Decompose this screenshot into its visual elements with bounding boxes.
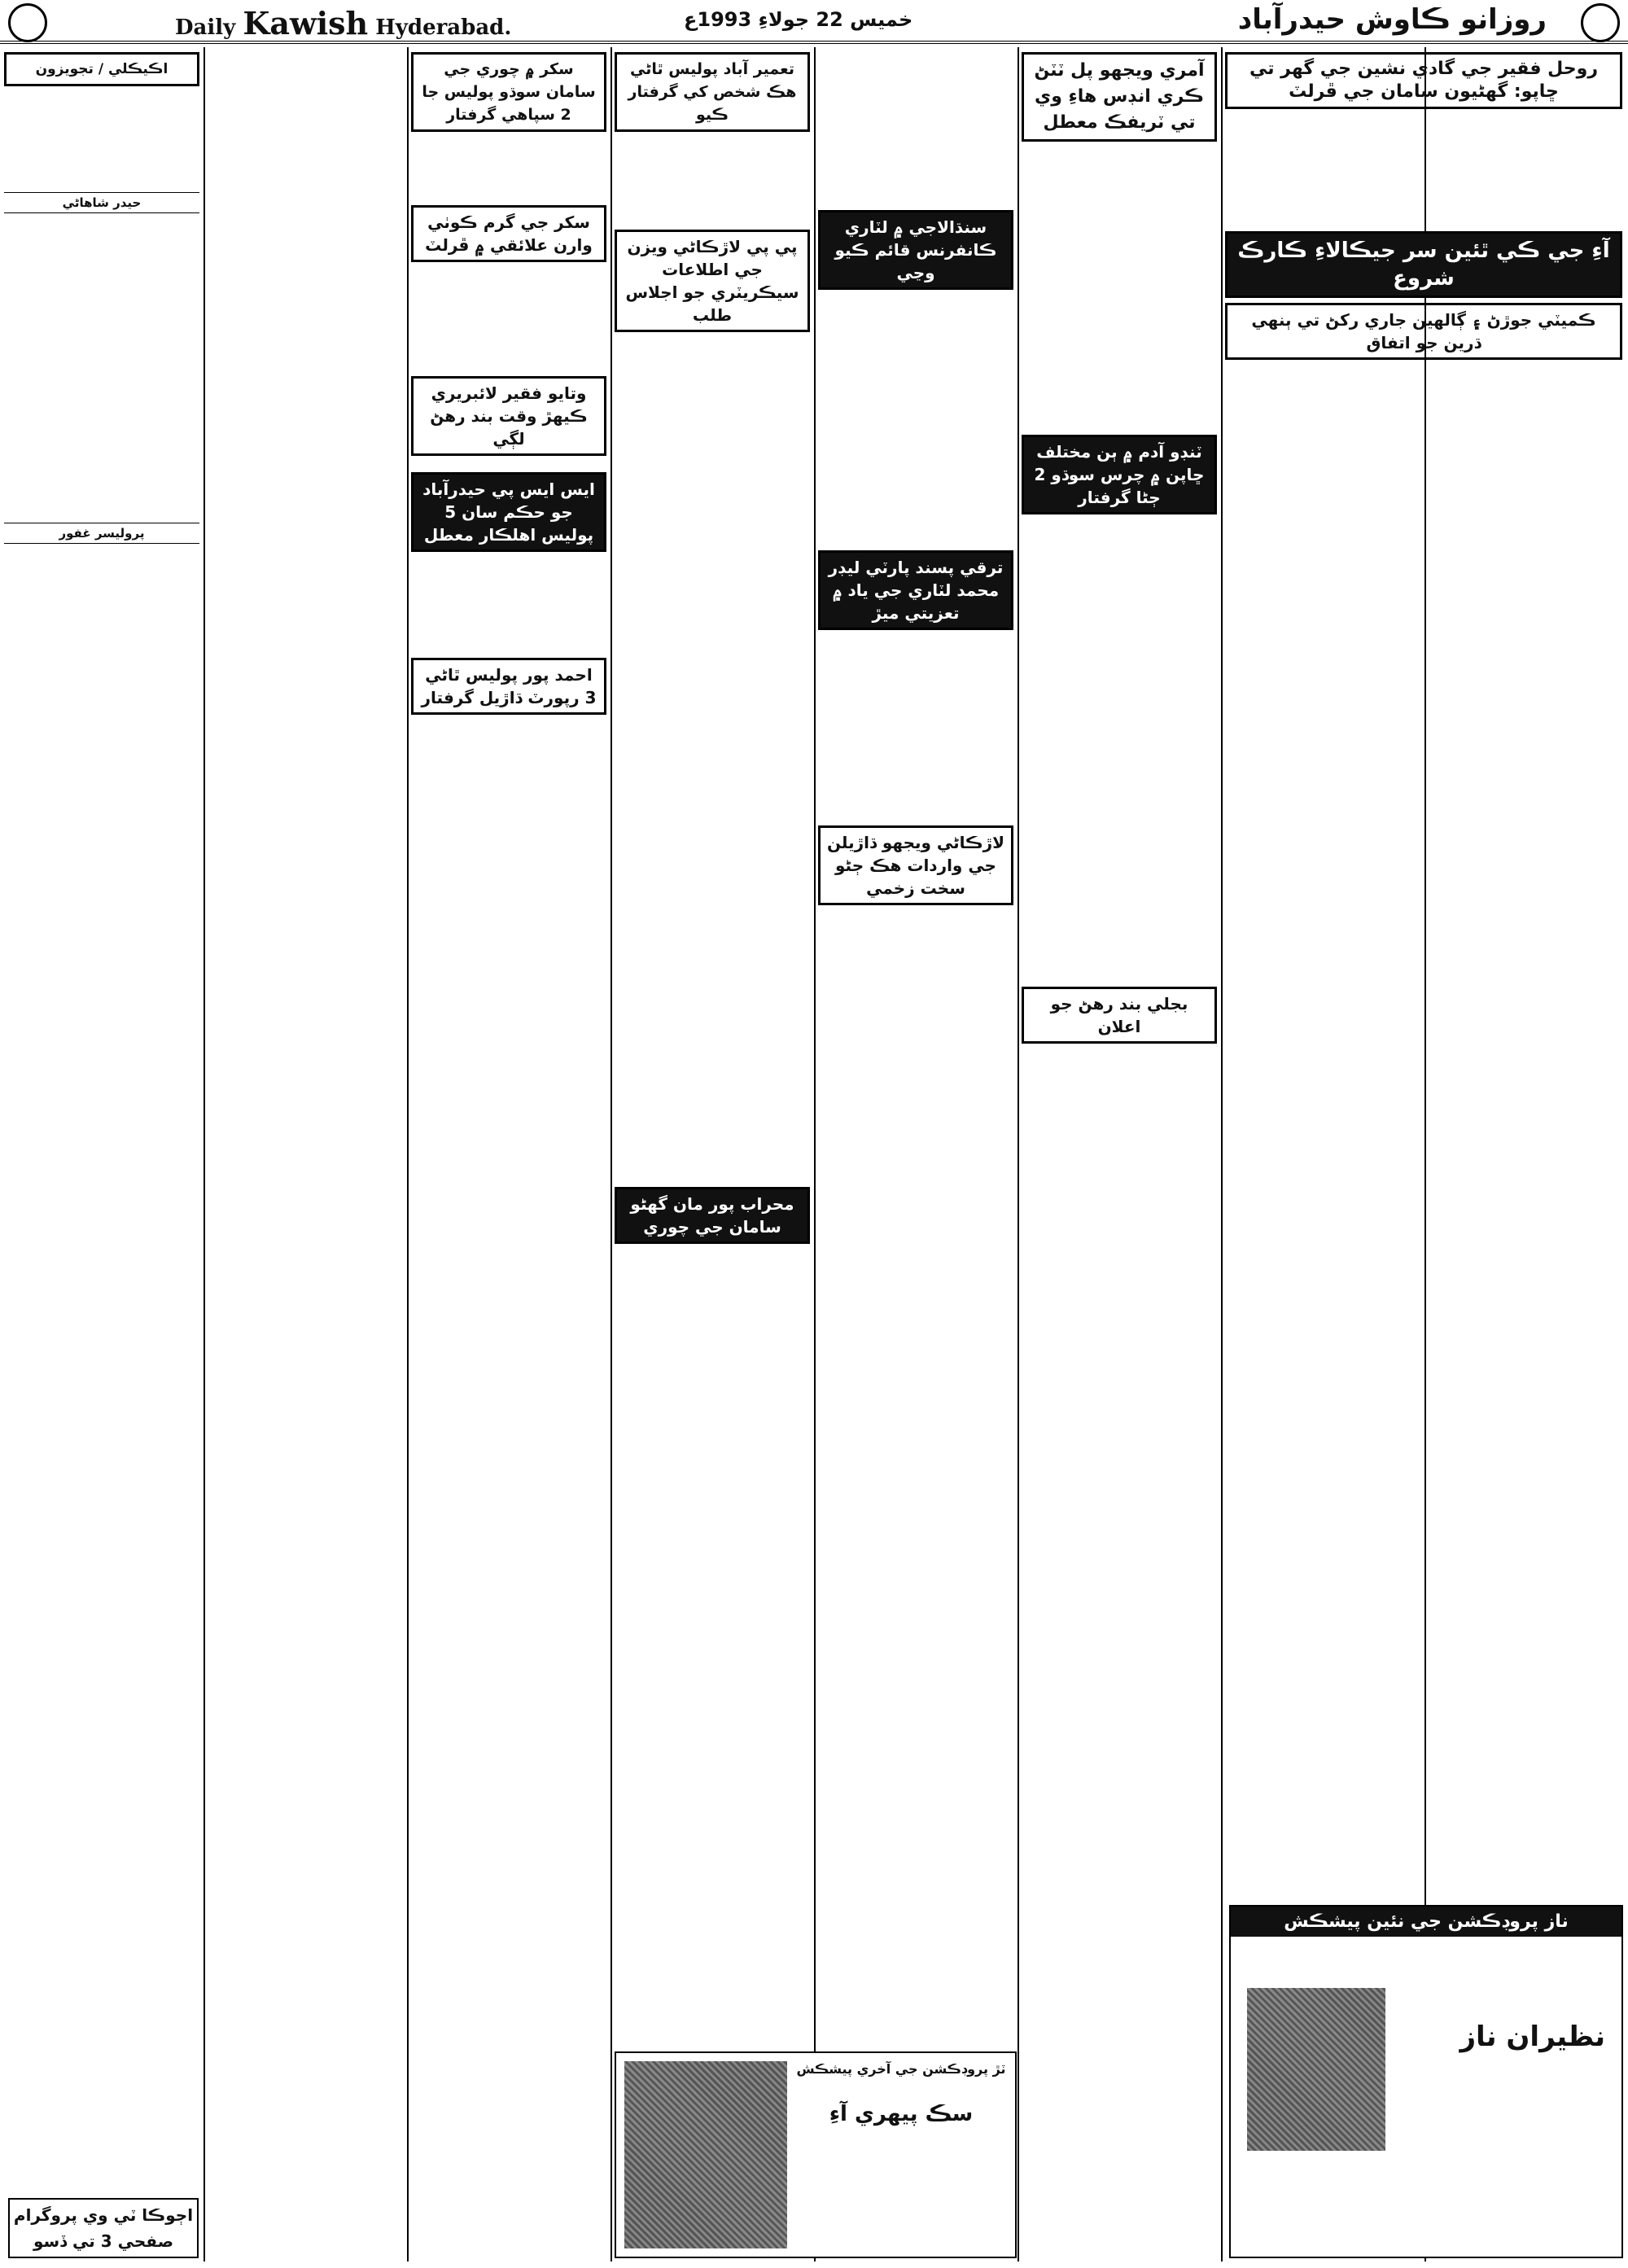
headline-box: آمري ويجهو پل ٽٽڻ ڪري انڊس هاءِ وي تي ٽريفڪ معطل [1022, 52, 1217, 142]
masthead-circle-right [1581, 3, 1620, 42]
ad-title: ٽڙ پروڊڪشن جي آخري پيشڪش [796, 2061, 1006, 2077]
headline-box: سکر ۾ چوري جي سامان سوڌو پوليس جا 2 سپاهي گرفتار [411, 52, 606, 132]
headline-box: پي پي لاڙڪاڻي ويزن جي اطلاعات سيڪريٽري جو اجلاس طلب [615, 230, 810, 332]
advertisement-taar [615, 2051, 1017, 2258]
column-1 [4, 47, 199, 2261]
headline-box: ترقي پسند پارٽي ليڊر محمد لٽاري جي ياد ۾ تعزيتي ميڙ [818, 550, 1013, 630]
ad-album-cover [624, 2061, 787, 2248]
headline-box: لاڙڪاڻي ويجهو ڌاڙيلن جي واردات هڪ ڄڻو سخت زخمي [818, 825, 1013, 905]
ad-title: ناز پروڊڪشن جي نئين پيشڪش [1231, 1907, 1621, 1937]
masthead-circle-left [8, 3, 47, 42]
ad-album-name: سڪ پيهري آءِ [829, 2102, 974, 2126]
headline-box: ٽنڊو آدم ۾ ٻن مختلف ڇاپن ۾ چرس سوڌو 2 ڄڻا گرفتار [1022, 435, 1217, 514]
column-rule [610, 47, 612, 2261]
column-5 [818, 47, 1013, 2261]
headline-box: احمد پور پوليس ٿاڻي 3 رپورٽ ڌاڙيل گرفتار [411, 658, 606, 715]
headline-box: بجلي بند رهڻ جو اعلان [1022, 987, 1217, 1044]
headline-box: محراب پور مان گهڻو سامان جي چوري [615, 1187, 810, 1244]
lead-headline: روحل فقير جي گادي نشين جي گهر تي ڇاپو: گهڻيون سامان جي ڦرلٽ [1225, 52, 1622, 109]
date-line: خميس 22 جولاءِ 1993ع [684, 8, 913, 31]
column-rule [1221, 47, 1223, 2261]
lead-subhead-2: ڪميٽي جوڙڻ ۽ ڳالهين جاري رکڻ تي ٻنهي ڌرين جو اتفاق [1225, 303, 1622, 360]
column-rule [1017, 47, 1019, 2261]
ad-portrait [1247, 1988, 1385, 2151]
column-3 [411, 47, 606, 2261]
advertisement-naz [1229, 1905, 1623, 2258]
column-rule [204, 47, 205, 2261]
tv-program-notice: اڄوڪا ٽي وي پروگرام صفحي 3 تي ڏسو [8, 2198, 199, 2258]
sub-heading: پروليسر غفور [4, 523, 199, 544]
headline-box: وتايو فقير لائبريري ڪيهڙ وقت بند رهڻ لڳي [411, 376, 606, 456]
lead-subhead: آءِ جي ڪي ٿئين سر جيڪالاءِ ڪارڪ شروع [1225, 231, 1622, 298]
headline-box: سکر جي گرم ڪوٺي وارن علائقي ۾ ڦرلٽ [411, 205, 606, 262]
column-rule [407, 47, 409, 2261]
masthead [0, 0, 1628, 44]
headline-box: ايس ايس پي حيدرآباد جو حڪم سان 5 پوليس اهلڪار معطل [411, 472, 606, 552]
sub-heading: حيدر شاهاڻي [4, 192, 199, 213]
headline-box: سنڌالاجي ۾ لٽاري ڪانفرنس قائم ڪيو وڃي [818, 210, 1013, 290]
column-rule [814, 47, 816, 2261]
column-4 [615, 47, 810, 2261]
column-6 [1022, 47, 1217, 2261]
headline-box: تعمير آباد پوليس ٿاڻي هڪ شخص کي گرفتار ڪيو [615, 52, 810, 132]
urdu-title: روزانو ڪاوش حيدرآباد [1237, 3, 1547, 36]
english-title: Daily Kawish Hyderabad. [175, 5, 512, 42]
ad-artist-name: نظيران ناز [1460, 2021, 1605, 2053]
headline-box: اڪيڪلي / تجويزون [4, 52, 199, 86]
column-2 [208, 47, 403, 2261]
